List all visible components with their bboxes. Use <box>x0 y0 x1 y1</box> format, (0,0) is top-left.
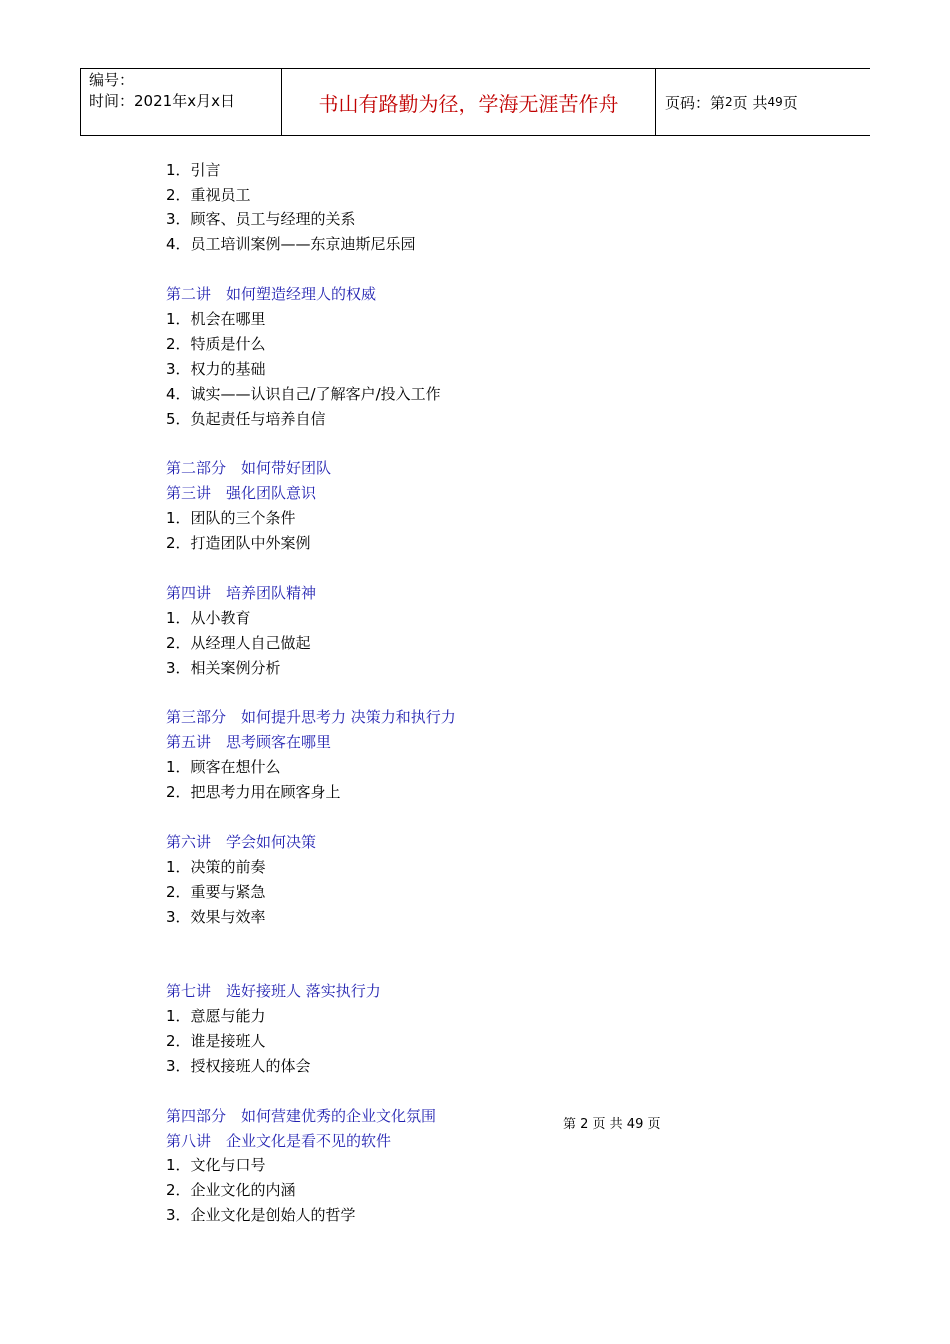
page-total: 49 <box>767 95 783 109</box>
section-heading: 第二讲 如何塑造经理人的权威 <box>166 285 377 303</box>
section-heading: 第五讲 思考顾客在哪里 <box>166 733 332 751</box>
outline-item: 2．重视员工 <box>166 186 251 204</box>
page-footer: 第 2 页 共 49 页 <box>563 1117 661 1132</box>
outline-item: 4．员工培训案例——东京迪斯尼乐园 <box>166 235 416 253</box>
page-prefix: 第 <box>710 93 726 112</box>
outline-item: 2．把思考力用在顾客身上 <box>166 783 341 801</box>
outline-item: 3．授权接班人的体会 <box>166 1057 311 1075</box>
outline-item: 4．诚实——认识自己/了解客户/投入工作 <box>166 385 441 403</box>
outline-item: 1．顾客在想什么 <box>166 758 281 776</box>
section-heading: 第四讲 培养团队精神 <box>166 584 317 602</box>
header-motto-cell <box>282 69 656 135</box>
time-value: 2021年x月x日 <box>134 92 235 110</box>
document-header <box>80 68 870 136</box>
time-label: 时间： <box>89 92 135 110</box>
outline-item: 5．负起责任与培养自信 <box>166 410 326 428</box>
outline-item: 3．相关案例分析 <box>166 659 281 677</box>
section-heading: 第七讲 选好接班人 落实执行力 <box>166 982 381 1000</box>
page-label: 页码： <box>665 93 711 112</box>
outline-item: 1．意愿与能力 <box>166 1007 266 1025</box>
number-label: 编号： <box>89 71 135 89</box>
section-heading: 第四部分 如何营建优秀的企业文化氛围 <box>166 1107 437 1125</box>
outline-item: 2．特质是什么 <box>166 335 266 353</box>
outline-item: 1．决策的前奏 <box>166 858 266 876</box>
outline-item: 3．顾客、员工与经理的关系 <box>166 210 356 228</box>
outline-item: 1．从小教育 <box>166 609 251 627</box>
outline-item: 3．企业文化是创始人的哲学 <box>166 1206 356 1224</box>
section-heading: 第三部分 如何提升思考力 决策力和执行力 <box>166 708 456 726</box>
motto-text: 书山有路勤为径，学海无涯苦作舟 <box>318 91 619 116</box>
outline-item: 3．权力的基础 <box>166 360 266 378</box>
page-suffix: 页 <box>782 93 798 112</box>
section-heading: 第二部分 如何带好团队 <box>166 459 332 477</box>
outline-item: 1．引言 <box>166 161 221 179</box>
header-meta-cell <box>81 69 282 135</box>
outline-item: 2．从经理人自己做起 <box>166 634 311 652</box>
section-heading: 第六讲 学会如何决策 <box>166 833 317 851</box>
outline-item: 1．机会在哪里 <box>166 310 266 328</box>
outline-item: 2．企业文化的内涵 <box>166 1181 296 1199</box>
outline-item: 2．重要与紧急 <box>166 883 266 901</box>
outline-item: 1．团队的三个条件 <box>166 509 296 527</box>
page-number: 2 <box>725 95 733 109</box>
time-line <box>89 91 281 112</box>
page-middle: 页 共 <box>732 93 768 112</box>
outline-item: 3．效果与效率 <box>166 908 266 926</box>
outline-item: 1．文化与口号 <box>166 1156 266 1174</box>
header-page-cell <box>656 69 870 135</box>
outline-item: 2．谁是接班人 <box>166 1032 266 1050</box>
section-heading: 第三讲 强化团队意识 <box>166 484 317 502</box>
section-heading: 第八讲 企业文化是看不见的软件 <box>166 1132 392 1150</box>
outline-item: 2．打造团队中外案例 <box>166 534 311 552</box>
